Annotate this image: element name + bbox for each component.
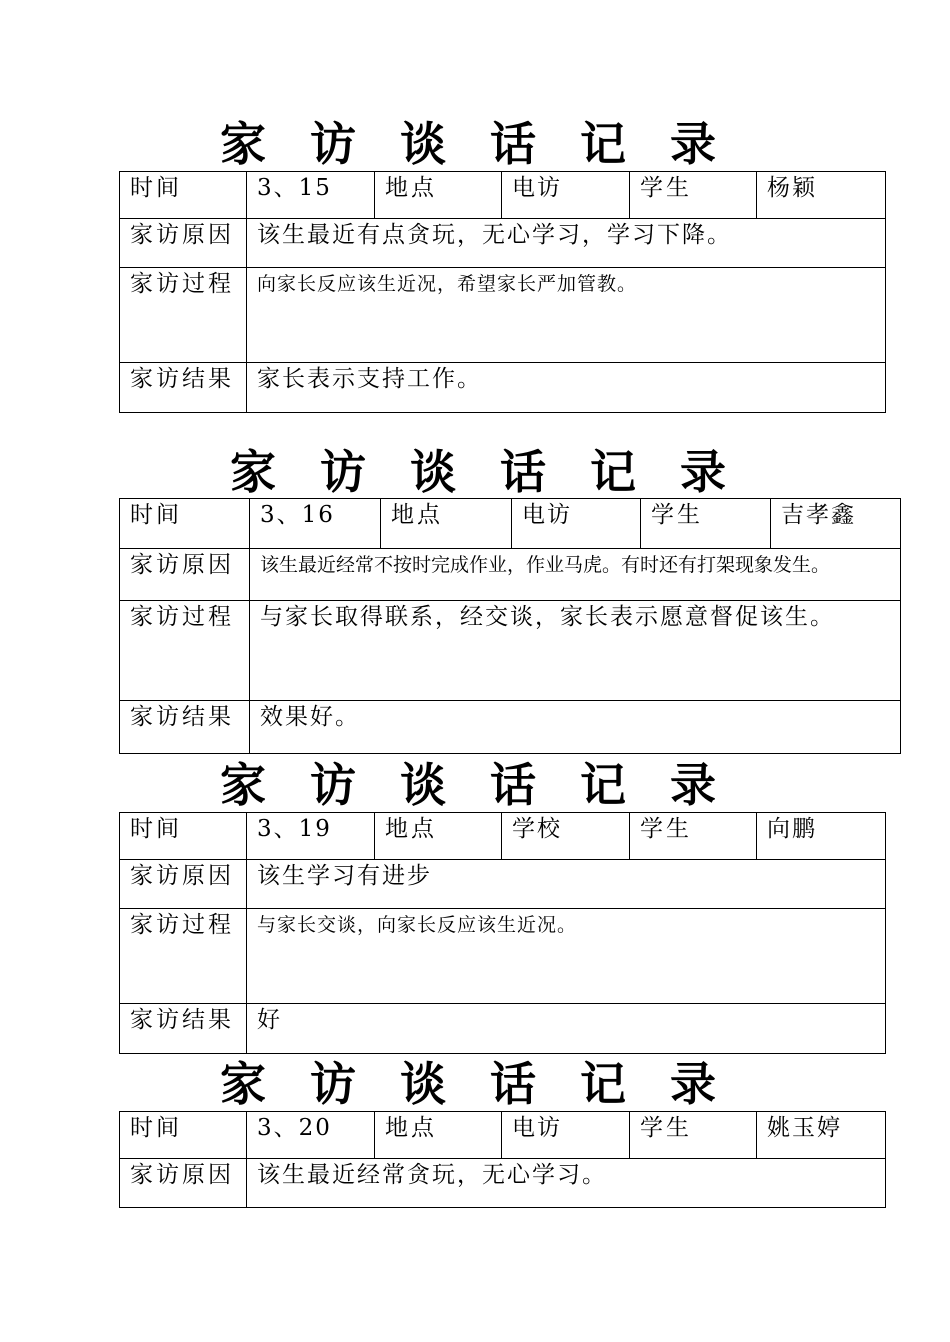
result-label: 家访结果 [120, 363, 247, 413]
process-label: 家访过程 [120, 909, 247, 1004]
process-label: 家访过程 [120, 601, 250, 701]
time-value: 3、16 [250, 499, 381, 549]
process-value: 与家长交谈，向家长反应该生近况。 [247, 909, 886, 1004]
place-label: 地点 [375, 1112, 502, 1159]
time-value: 3、19 [247, 813, 375, 860]
student-value: 杨颖 [757, 172, 886, 219]
student-label: 学生 [630, 172, 757, 219]
time-label: 时间 [120, 1112, 247, 1159]
place-label: 地点 [375, 813, 502, 860]
time-label: 时间 [120, 813, 247, 860]
reason-label: 家访原因 [120, 860, 247, 909]
process-value: 与家长取得联系，经交谈，家长表示愿意督促该生。 [250, 601, 901, 701]
place-value: 电访 [512, 499, 641, 549]
result-label: 家访结果 [120, 1004, 247, 1054]
record-title: 家 访 谈 话 记 录 [219, 1057, 731, 1111]
place-value: 学校 [502, 813, 630, 860]
reason-value: 该生最近经常不按时完成作业，作业马虎。有时还有打架现象发生。 [250, 549, 901, 601]
reason-value: 该生学习有进步 [247, 860, 886, 909]
result-value: 好 [247, 1004, 886, 1054]
student-value: 吉孝鑫 [771, 499, 901, 549]
result-value: 家长表示支持工作。 [247, 363, 886, 413]
place-value: 电访 [502, 172, 630, 219]
result-value: 效果好。 [250, 701, 901, 754]
time-label: 时间 [120, 172, 247, 219]
visit-record-table [119, 1111, 886, 1208]
student-label: 学生 [630, 1112, 757, 1159]
record-title: 家 访 谈 话 记 录 [229, 445, 741, 499]
record-title: 家 访 谈 话 记 录 [219, 758, 731, 812]
time-value: 3、20 [247, 1112, 375, 1159]
student-label: 学生 [641, 499, 771, 549]
reason-label: 家访原因 [120, 549, 250, 601]
record-title: 家 访 谈 话 记 录 [219, 117, 731, 171]
reason-value: 该生最近有点贪玩，无心学习，学习下降。 [247, 219, 886, 268]
student-value: 姚玉婷 [757, 1112, 886, 1159]
time-value: 3、15 [247, 172, 375, 219]
reason-label: 家访原因 [120, 1159, 247, 1208]
process-label: 家访过程 [120, 268, 247, 363]
visit-record-table [119, 171, 886, 413]
visit-record-table [119, 498, 901, 754]
student-label: 学生 [630, 813, 757, 860]
student-value: 向鹏 [757, 813, 886, 860]
reason-value: 该生最近经常贪玩，无心学习。 [247, 1159, 886, 1208]
process-value: 向家长反应该生近况，希望家长严加管教。 [247, 268, 886, 363]
place-label: 地点 [375, 172, 502, 219]
result-label: 家访结果 [120, 701, 250, 754]
place-label: 地点 [381, 499, 512, 549]
place-value: 电访 [502, 1112, 630, 1159]
reason-label: 家访原因 [120, 219, 247, 268]
visit-record-table [119, 812, 886, 1054]
time-label: 时间 [120, 499, 250, 549]
